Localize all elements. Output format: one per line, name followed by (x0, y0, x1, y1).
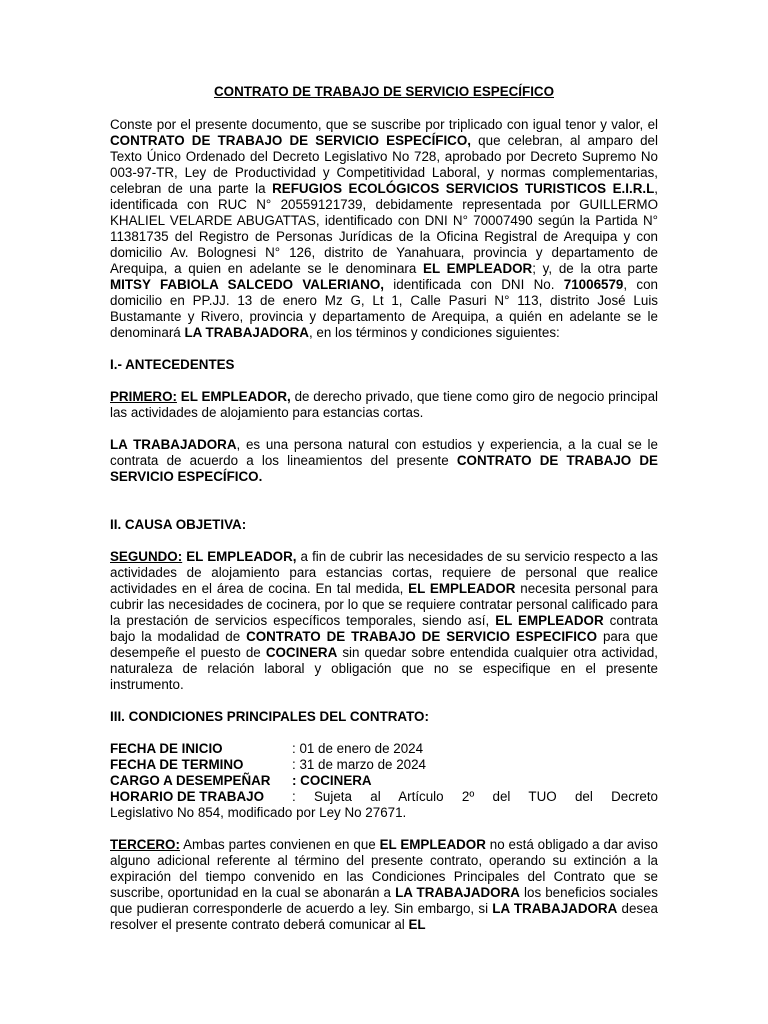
section-heading-antecedentes: I.- ANTECEDENTES (110, 357, 235, 372)
clause-text: no está obligado a dar aviso alguno adicional referente al término del presente contrato, operando su extinción a la expiración del tiempo convenido en las Condiciones Principales del Contrato que se suscribe, oportunidad en la cual se abonarán a (110, 837, 658, 900)
clause-label: TERCERO: (110, 837, 180, 852)
conditions-list (110, 741, 658, 821)
clause-tercero (110, 837, 658, 933)
condition-row-inicio (110, 741, 658, 757)
condition-value: : Sujeta al Artículo 2º del TUO del Decreto (292, 789, 658, 804)
clause-bold: EL (408, 917, 426, 932)
intro-bold-worker: LA TRABAJADORA (184, 325, 309, 340)
intro-text: Conste por el presente documento, que se suscribe por triplicado con igual tenor y valor, el (110, 117, 658, 132)
clause-bold: LA TRABAJADORA (110, 437, 237, 452)
intro-bold-employer: EL EMPLEADOR (423, 261, 533, 276)
intro-text: , identificada con RUC N° 20559121739, debidamente representada por GUILLERMO KHALIEL VELARDE ABUGATTAS, identificado con DNI N° 70007490 según la Partida N° 11381735 del Registro de Personas Jurídicas de la Oficina Registral de Arequipa y con domicilio Av. Bolognesi N° 126, distrito de Yanahuara, provincia y departamento de Arequipa, a quien en adelante se le denominara (110, 181, 658, 276)
clause-text: Ambas partes convienen en que (179, 837, 380, 852)
clause-label: PRIMERO: (110, 389, 177, 404)
paragraph-trabajadora (110, 437, 658, 485)
clause-bold: LA TRABAJADORA (395, 885, 520, 900)
intro-bold-worker-name: MITSY FABIOLA SALCEDO VALERIANO, (110, 277, 384, 292)
clause-text: a fin de cubrir las necesidades de su servicio respecto a las actividades de alojamiento para estancias cortas, requiere de personal que realice actividades en el área de cocina. En tal medida, (110, 549, 658, 596)
condition-row-termino (110, 757, 658, 773)
intro-bold-dni: 71006579 (563, 277, 624, 292)
intro-bold-contract: CONTRATO DE TRABAJO DE SERVICIO ESPECÍFICO, (110, 133, 471, 148)
document-title: CONTRATO DE TRABAJO DE SERVICIO ESPECÍFICO (213, 84, 554, 99)
clause-text: sin quedar sobre entendida cualquier otra actividad, naturaleza de relación laboral y obligación que no se especifique en el presente instrumento. (110, 645, 658, 692)
clause-bold: EL EMPLEADOR (379, 837, 486, 852)
clause-bold: EL EMPLEADOR, (176, 389, 291, 404)
section-heading-condiciones: III. CONDICIONES PRINCIPALES DEL CONTRATO: (110, 709, 429, 724)
clause-label: SEGUNDO: (110, 549, 183, 564)
clause-segundo (110, 549, 658, 693)
clause-text: , es una persona natural con estudios y experiencia, a la cual se le contrata de acuerdo a los lineamientos del presente (110, 437, 658, 468)
intro-paragraph (110, 117, 658, 341)
condition-row-cargo (110, 773, 658, 789)
clause-text: contrata bajo la modalidad de (110, 613, 659, 644)
intro-bold-company: REFUGIOS ECOLÓGICOS SERVICIOS TURISTICOS E.I.R.L (272, 181, 655, 196)
condition-label: FECHA DE INICIO (110, 741, 223, 756)
intro-text: , con domicilio en PP.JJ. 13 de enero Mz G, Lt 1, Calle Pasuri N° 113, distrito José Luis Bustamante y Rivero, provincia y departamento de Arequipa, a quién en adelante se le denominará (110, 277, 658, 340)
condition-horario-continuation: Legislativo No 854, modificado por Ley No 27671. (110, 805, 407, 820)
clause-primero (110, 389, 658, 421)
clause-text: de derecho privado, que tiene como giro de negocio principal las actividades de alojamiento para estancias cortas. (110, 389, 659, 420)
clause-text: necesita personal para cubrir las necesidades de cocinera, por lo que se requiere contratar personal calificado para la prestación de servicios específicos temporales, siendo así, (110, 581, 659, 628)
clause-bold: LA TRABAJADORA (492, 901, 618, 916)
condition-value: : COCINERA (292, 773, 372, 788)
clause-bold: EL EMPLEADOR (495, 613, 604, 628)
intro-text: , en los términos y condiciones siguientes: (308, 325, 560, 340)
condition-label: FECHA DE TERMINO (110, 757, 244, 772)
clause-bold: CONTRATO DE TRABAJO DE SERVICIO ESPECIFICO (246, 629, 598, 644)
clause-text: para que desempeñe el puesto de (110, 629, 658, 660)
clause-text: los beneficios sociales que pudieran corresponderle de acuerdo a ley. Sin embargo, si (110, 885, 658, 916)
condition-row-horario (110, 789, 658, 805)
intro-text: identificada con DNI No. (383, 277, 564, 292)
clause-bold: COCINERA (265, 645, 338, 660)
clause-bold: CONTRATO DE TRABAJO DE SERVICIO ESPECÍFICO. (110, 453, 658, 484)
condition-value: : 31 de marzo de 2024 (292, 757, 426, 772)
section-heading-causa-objetiva: II. CAUSA OBJETIVA: (110, 517, 247, 532)
intro-text: ; y, de la otra parte (532, 261, 658, 276)
clause-bold: EL EMPLEADOR (408, 581, 516, 596)
intro-text: que celebran, al amparo del Texto Único Ordenado del Decreto Legislativo No 728, aprobado por Decreto Supremo No 003-97-TR, Ley de Productividad y Competitividad Laboral, y normas complementarias, celebran de una parte la (110, 133, 658, 196)
condition-label: CARGO A DESEMPEÑAR (110, 773, 271, 788)
condition-value: : 01 de enero de 2024 (292, 741, 424, 756)
clause-text: desea resolver el presente contrato deberá comunicar al (110, 901, 658, 932)
clause-bold: EL EMPLEADOR, (182, 549, 297, 564)
condition-label: HORARIO DE TRABAJO (110, 789, 264, 804)
